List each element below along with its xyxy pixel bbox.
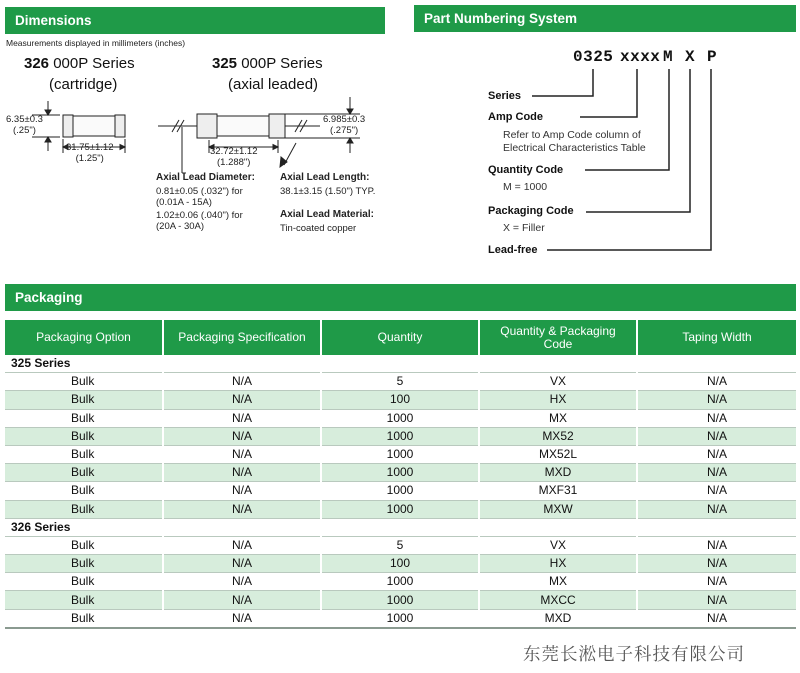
col-taping-width: Taping Width: [637, 320, 796, 355]
table-cell: Bulk: [5, 609, 163, 628]
table-cell: Bulk: [5, 445, 163, 463]
table-cell: N/A: [163, 536, 321, 554]
table-row: [5, 555, 796, 573]
table-row: [5, 573, 796, 591]
s325-length-label: 32.72±1.12 (1.288"): [210, 146, 258, 168]
series-326-title: 326 000P Series: [24, 55, 135, 72]
lead-length-block: Axial Lead Length: 38.1±3.15 (1.50") TYP.: [280, 172, 376, 197]
table-cell: MXF31: [479, 482, 637, 500]
table-cell: HX: [479, 391, 637, 409]
part-number-connectors: [520, 66, 720, 256]
pn-qty-label: Quantity Code: [488, 164, 564, 176]
pn-amp-label: Amp Code: [488, 111, 543, 123]
table-row: [5, 445, 796, 463]
table-cell: 1000: [321, 500, 479, 518]
col-packaging-option: Packaging Option: [5, 320, 163, 355]
table-cell: 1000: [321, 445, 479, 463]
table-cell: HX: [479, 555, 637, 573]
table-cell: N/A: [163, 427, 321, 445]
dimension-drawing: [0, 95, 400, 180]
table-cell: 1000: [321, 573, 479, 591]
pn-pkg-desc: X = Filler: [503, 222, 545, 234]
table-cell: 1000: [321, 427, 479, 445]
pn-amp-desc: Refer to Amp Code column of Electrical Characteristics Table: [503, 129, 646, 154]
table-cell: N/A: [637, 500, 796, 518]
table-cell: N/A: [637, 555, 796, 573]
table-cell: N/A: [163, 445, 321, 463]
table-cell: 1000: [321, 591, 479, 609]
table-cell: 1000: [321, 409, 479, 427]
table-cell: N/A: [163, 482, 321, 500]
table-cell: N/A: [637, 391, 796, 409]
table-cell: N/A: [163, 555, 321, 573]
table-cell: MX52L: [479, 445, 637, 463]
table-row: [5, 391, 796, 409]
table-cell: N/A: [637, 373, 796, 391]
s326-length-label: 31.75±1.12 (1.25"): [66, 142, 114, 164]
table-cell: 1000: [321, 464, 479, 482]
table-row: [5, 609, 796, 628]
table-cell: 1000: [321, 609, 479, 628]
table-row: [5, 373, 796, 391]
table-cell: 5: [321, 373, 479, 391]
series-group-label: 326 Series: [5, 518, 796, 536]
table-cell: N/A: [637, 409, 796, 427]
table-row: [5, 409, 796, 427]
table-cell: N/A: [637, 609, 796, 628]
cartridge-cap-left: [63, 115, 73, 137]
lead-material-block: Axial Lead Material: Tin-coated copper: [280, 209, 374, 234]
table-cell: MX52: [479, 427, 637, 445]
table-cell: N/A: [637, 591, 796, 609]
table-cell: Bulk: [5, 500, 163, 518]
pn-lf-code: P: [707, 48, 718, 66]
table-cell: 1000: [321, 482, 479, 500]
table-cell: N/A: [637, 536, 796, 554]
pn-qty-code: M: [663, 48, 674, 66]
s325-diameter-label: 6.985±0.3 (.275"): [323, 114, 366, 136]
watermark: 东莞长淞电子科技有限公司: [523, 645, 745, 665]
table-cell: N/A: [163, 409, 321, 427]
table-cell: N/A: [637, 573, 796, 591]
table-cell: N/A: [163, 373, 321, 391]
table-cell: 100: [321, 555, 479, 573]
packaging-table-header: [5, 320, 796, 355]
cartridge-body: [73, 116, 115, 136]
packaging-table: [5, 320, 796, 629]
table-cell: VX: [479, 536, 637, 554]
table-cell: MXW: [479, 500, 637, 518]
axial-body: [217, 116, 269, 136]
pn-series-label: Series: [488, 90, 522, 102]
table-row: [5, 500, 796, 518]
table-cell: Bulk: [5, 409, 163, 427]
table-cell: 100: [321, 391, 479, 409]
table-cell: Bulk: [5, 482, 163, 500]
table-cell: VX: [479, 373, 637, 391]
axial-cap-right: [269, 114, 285, 138]
table-row: [5, 482, 796, 500]
lead-diameter-block: Axial Lead Diameter: 0.81±0.05 (.032") for (0.01A - 15A) 1.02±0.06 (.040") for (20A - 30A): [156, 172, 255, 232]
table-cell: N/A: [163, 591, 321, 609]
series-326-subtitle: (cartridge): [49, 76, 118, 93]
table-row: [5, 464, 796, 482]
table-cell: MXD: [479, 464, 637, 482]
series-group-row: [5, 355, 796, 373]
table-cell: N/A: [163, 391, 321, 409]
series-group-label: 325 Series: [5, 355, 796, 373]
table-cell: MX: [479, 409, 637, 427]
col-packaging-spec: Packaging Specification: [163, 320, 321, 355]
table-cell: MXD: [479, 609, 637, 628]
s326-diameter-label: 6.35±0.3 (.25"): [6, 114, 43, 136]
pn-pkg-code: X: [685, 48, 696, 66]
col-qty-pkg-code: Quantity & Packaging Code: [479, 320, 637, 355]
table-cell: Bulk: [5, 391, 163, 409]
table-cell: N/A: [637, 464, 796, 482]
table-cell: Bulk: [5, 555, 163, 573]
table-cell: N/A: [637, 482, 796, 500]
table-cell: 5: [321, 536, 479, 554]
table-cell: Bulk: [5, 591, 163, 609]
table-cell: N/A: [163, 464, 321, 482]
table-cell: N/A: [163, 609, 321, 628]
pn-qty-desc: M = 1000: [503, 181, 548, 193]
table-cell: Bulk: [5, 373, 163, 391]
table-cell: MXCC: [479, 591, 637, 609]
table-cell: Bulk: [5, 536, 163, 554]
table-cell: N/A: [637, 427, 796, 445]
part-numbering-header: Part Numbering System: [414, 5, 796, 32]
pn-series-code: 0325: [573, 48, 614, 66]
pn-leadfree-label: Lead-free: [488, 244, 538, 256]
pn-amp-code: xxxx: [620, 48, 661, 66]
table-row: [5, 591, 796, 609]
table-row: [5, 427, 796, 445]
cartridge-cap-right: [115, 115, 125, 137]
dimensions-header: Dimensions: [5, 7, 385, 34]
table-cell: MX: [479, 573, 637, 591]
table-cell: N/A: [163, 573, 321, 591]
series-group-row: [5, 518, 796, 536]
series-325-subtitle: (axial leaded): [228, 76, 319, 93]
axial-cap-left: [197, 114, 217, 138]
table-cell: N/A: [163, 500, 321, 518]
col-quantity: Quantity: [321, 320, 479, 355]
series-325-title: 325 000P Series: [212, 55, 323, 72]
table-cell: Bulk: [5, 427, 163, 445]
table-cell: Bulk: [5, 464, 163, 482]
table-row: [5, 536, 796, 554]
table-cell: N/A: [637, 445, 796, 463]
table-cell: Bulk: [5, 573, 163, 591]
measurement-note: Measurements displayed in millimeters (inches): [6, 38, 186, 48]
packaging-header: Packaging: [5, 284, 796, 311]
pn-pkg-label: Packaging Code: [488, 205, 574, 217]
